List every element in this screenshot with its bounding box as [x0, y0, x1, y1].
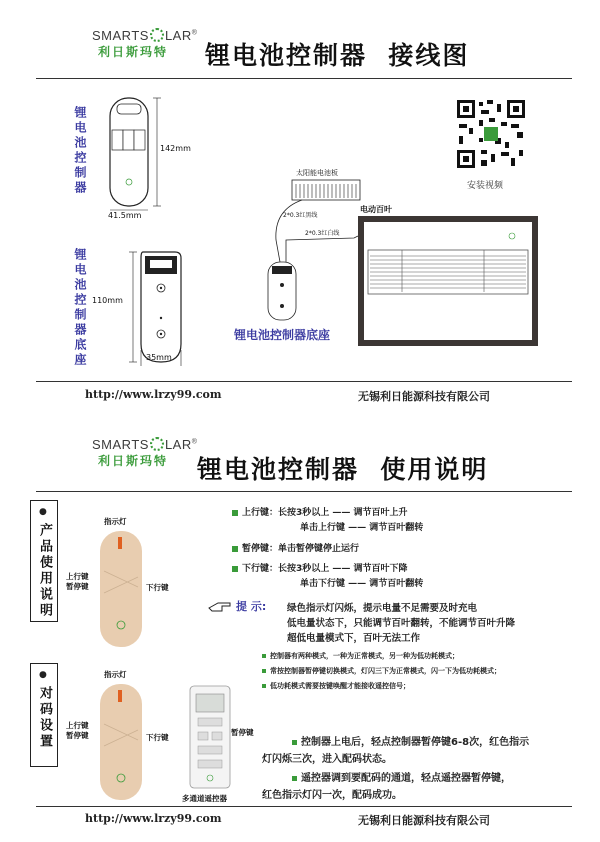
footer-url-1[interactable]: http://www.lrzy99.com	[85, 388, 222, 401]
remote-control-image	[188, 684, 232, 790]
logo-text-cn: 利日斯玛特	[98, 45, 169, 59]
logo	[92, 28, 197, 60]
bullet-icon	[292, 776, 297, 781]
section-pairing-title: 对码设置	[37, 686, 52, 750]
section-dot: ●	[39, 670, 47, 680]
pause-key-label: 暂停键	[66, 582, 89, 591]
pair-line-3: 遥控器调到要配码的通道，轻点遥控器暂停键，	[292, 769, 511, 784]
mode-line-1: 控制器有两种模式，一种为正常模式，另一种为低功耗模式；	[262, 651, 459, 661]
indicator-label-2: 指示灯	[104, 670, 127, 679]
up-key-label: 上行键	[66, 572, 89, 581]
controller-base-drawing	[95, 244, 205, 370]
header-divider-2	[36, 491, 572, 492]
section-product-usage	[30, 500, 58, 622]
footer-company-1: 无锡利日能源科技有限公司	[358, 390, 490, 403]
instruction-down-long: 下行键：长按3秒以上 —— 调节百叶下降	[232, 561, 408, 574]
bullet-icon	[292, 740, 297, 745]
qr-caption: 安装视频	[467, 181, 504, 191]
bullet-icon	[232, 566, 238, 572]
footer-company-2: 无锡利日能源科技有限公司	[358, 814, 490, 827]
tip-label: 提 示:	[236, 600, 267, 613]
controller-label: 锂电池控制器	[73, 106, 87, 196]
logo-2	[92, 437, 197, 469]
section-dot: ●	[39, 507, 47, 517]
pair-line-1: 控制器上电后，轻点控制器暂停键6-8次，红色指示	[292, 733, 529, 748]
bullet-icon	[232, 510, 238, 516]
section-product-usage-title: 产品使用说明	[37, 523, 52, 619]
tip-line-3: 超低电量模式下，百叶无法工作	[287, 633, 421, 644]
pause-key-label-2: 暂停键	[66, 731, 89, 740]
logo-text-en2: LAR	[164, 437, 192, 452]
instruction-down-click: 单击下行键 —— 调节百叶翻转	[300, 579, 424, 589]
tip-hand-icon	[208, 598, 234, 617]
remote-caption: 多通道遥控器	[182, 794, 227, 803]
logo-text-en2: LAR	[164, 28, 192, 43]
remote-pause-key-label: 暂停键	[231, 728, 254, 737]
logo-reg: ®	[191, 438, 198, 446]
pair-line-4: 红色指示灯闪一次，配码成功。	[262, 790, 402, 801]
dimension-width: 41.5mm	[108, 211, 142, 220]
instruction-pause: 暂停键：单击暂停键停止运行	[232, 541, 359, 554]
dimension-base-width: 35mm	[146, 353, 172, 362]
tip-line-1: 绿色指示灯闪烁，提示电量不足需要及时充电	[287, 603, 478, 614]
indicator-label: 指示灯	[104, 517, 127, 526]
page-title-2: 锂电池控制器 使用说明	[197, 455, 489, 484]
up-key-label-2: 上行键	[66, 721, 89, 730]
controller-product-image-2	[96, 680, 146, 805]
dimension-height: 142mm	[160, 144, 191, 153]
logo-text-en: SMARTS	[92, 437, 149, 452]
footer-url-2[interactable]: http://www.lrzy99.com	[85, 812, 222, 825]
footer-divider-2	[36, 806, 572, 807]
instruction-up-long: 上行键：长按3秒以上 —— 调节百叶上升	[232, 505, 408, 518]
wire-red-white-label: 2*0.3红白线	[305, 230, 340, 237]
logo-text-cn: 利日斯玛特	[98, 454, 169, 468]
logo-text-en: SMARTS	[92, 28, 149, 43]
blind-label: 电动百叶	[360, 205, 392, 214]
wire-red-black-label: 2*0.3红黑线	[283, 212, 318, 219]
bullet-icon	[232, 546, 238, 552]
mode-line-3: 低功耗模式需要按键唤醒才能接收遥控信号；	[262, 681, 410, 691]
section-pairing	[30, 663, 58, 767]
instruction-up-click: 单击上行键 —— 调节百叶翻转	[300, 523, 424, 533]
dimension-base-height: 110mm	[92, 296, 123, 305]
controller-front-drawing	[95, 92, 205, 222]
logo-reg: ®	[191, 29, 198, 37]
page-title: 锂电池控制器 接线图	[205, 41, 470, 70]
down-key-label: 下行键	[146, 583, 169, 592]
bullet-icon	[262, 684, 266, 688]
logo-sun-icon	[150, 28, 164, 42]
down-key-label-2: 下行键	[146, 733, 169, 742]
wiring-base-label: 锂电池控制器底座	[234, 328, 331, 342]
pair-line-2: 灯闪烁三次，进入配码状态。	[262, 754, 392, 765]
tip-line-2: 低电量状态下，只能调节百叶翻转，不能调节百叶升降	[287, 618, 516, 629]
bullet-icon	[262, 669, 266, 673]
base-label: 锂电池控制器底座	[73, 248, 87, 368]
header-divider	[36, 78, 572, 79]
bullet-icon	[262, 654, 266, 658]
footer-divider-1	[36, 381, 572, 382]
solar-panel-label: 太阳能电池板	[296, 169, 338, 177]
logo-sun-icon	[150, 437, 164, 451]
mode-line-2: 常按控制器暂停键切换模式，灯闪三下为正常模式，闪一下为低功耗模式；	[262, 666, 501, 676]
qr-code-icon	[455, 98, 527, 170]
controller-product-image	[96, 527, 146, 652]
